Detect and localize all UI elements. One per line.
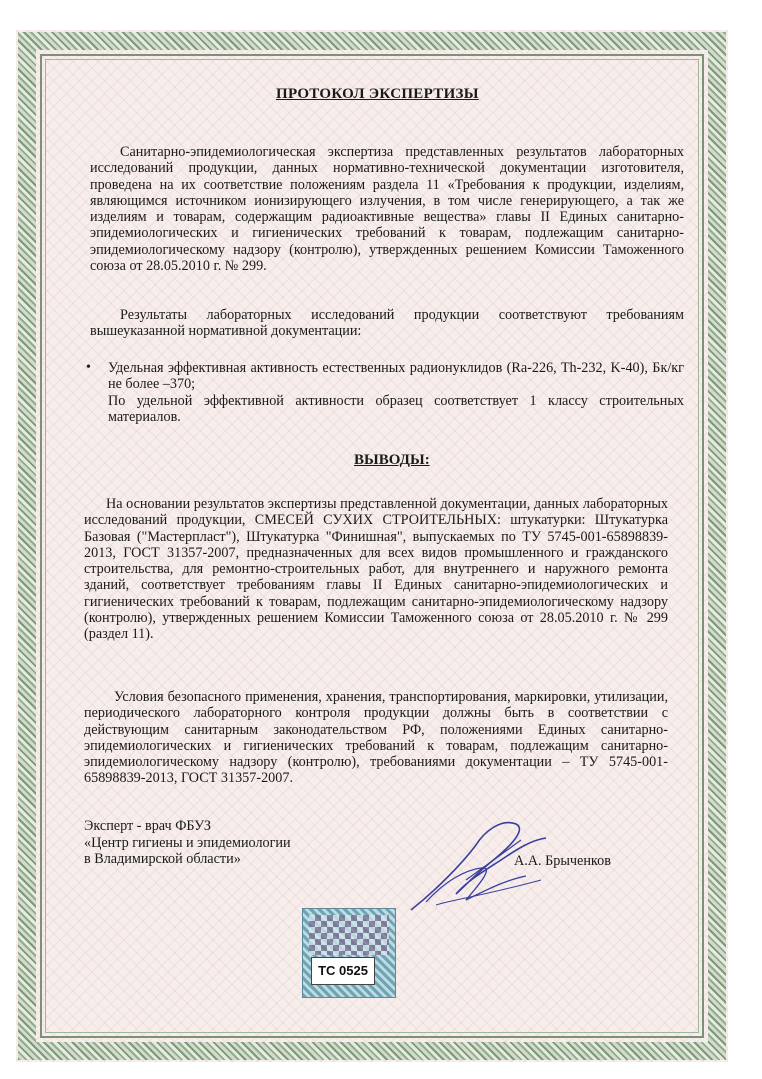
hologram-stamp-icon (302, 908, 396, 998)
expert-organization-line2: в Владимирской области» (84, 851, 241, 868)
handwritten-signature (406, 810, 556, 920)
intro-paragraph: Санитарно-эпидемиологическая экспертиза представленных результатов лабораторных исследований продукции, данных нормативно-технической документации изготовителя, проведена на их соответствие положениям раздела 11 «Требования к продукции, изделиям, являющимся источником ионизирующего излучения, в том числе генерирующего, а так же изделиям и товарам, содержащим радиоактивные вещества» главы II Единых санитарно-эпидемиологических и гигиенических требований к товарам, подлежащим санитарно-эпидемиологическому надзору (контролю), утвержденных решением Комиссии Таможенного союза от 28.05.2010 г. № 299. (90, 144, 684, 275)
bullet-dot-icon: • (86, 360, 91, 375)
bullet-note: По удельной эффективной активности образец соответствует 1 классу строительных материалов. (108, 392, 684, 425)
expert-organization-line1: «Центр гигиены и эпидемиологии (84, 834, 291, 851)
conclusions-title: ВЫВОДЫ: (354, 452, 430, 468)
results-paragraph: Результаты лабораторных исследований продукции соответствуют требованиям вышеуказанной нормативной документации: (90, 307, 684, 340)
expert-signature-block (84, 818, 344, 868)
conclusion-paragraph-2: Условия безопасного применения, хранения, транспортирования, маркировки, утилизации, периодического лабораторного контроля продукции должны быть в соответствии с действующим санитарным законодательством РФ, положениями Единых санитарно-эпидемиологических и гигиенических требований к товарам, подлежащим санитарно-эпидемиологическому надзору (контролю), требованиями документации – ТУ 5745-001-65898839-2013, ГОСТ 31357-2007. (84, 689, 668, 787)
conclusion-paragraph-1: На основании результатов экспертизы представленной документации, данных лабораторных исследований продукции, СМЕСЕЙ СУХИХ СТРОИТЕЛЬНЫХ: штукатурки: Штукатурка Базовая ("Мастерпласт"), Штукатурка "Финишная", выпускаемых по ТУ 5745-001-65898839-2013, ГОСТ 31357-2007, предназначенных для всех видов промышленного и гражданского строительства, для ремонтно-строительных работ, для внутреннего и наружного ремонта зданий, соответствует требованиям главы II Единых санитарно-эпидемиологических и гигиенических требований к товарам, подлежащим санитарно-эпидемиологическому надзору (контролю), утвержденных решением Комиссии Таможенного союза от 28.05.2010 г. № 299 (раздел 11). (84, 496, 668, 643)
certificate-sheet (16, 30, 728, 1062)
bullet-list (86, 360, 684, 425)
expert-position: Эксперт - врач ФБУЗ (84, 818, 212, 834)
document-title: ПРОТОКОЛ ЭКСПЕРТИЗЫ (276, 86, 479, 102)
stamp-label: ТС 0525 (311, 957, 375, 985)
stamp-pattern (309, 915, 389, 955)
signer-name: А.А. Брыченков (514, 853, 611, 869)
list-item: Удельная эффективная активность естественных радионуклидов (Ra-226, Th-232, K-40), Бк/кг не более –370; (108, 360, 684, 393)
